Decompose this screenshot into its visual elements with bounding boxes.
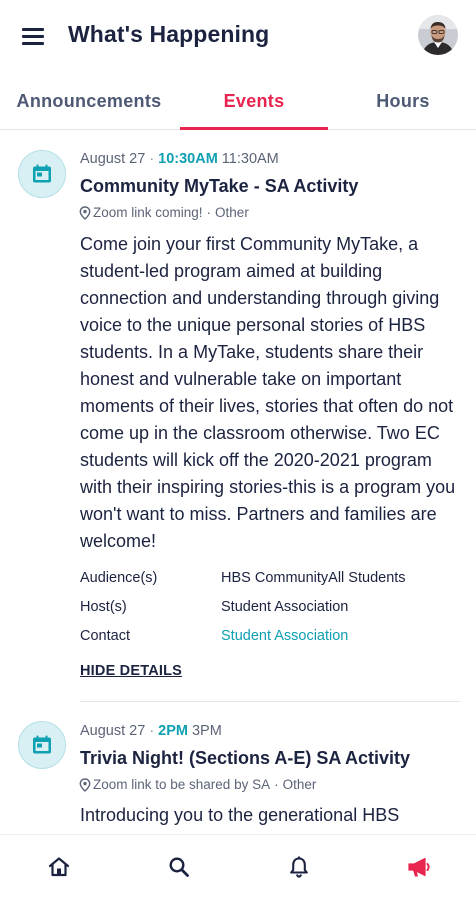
user-avatar[interactable] bbox=[418, 15, 458, 55]
bottom-nav bbox=[0, 834, 476, 900]
location-pin-icon bbox=[79, 206, 91, 220]
event-category: Other bbox=[215, 205, 249, 220]
event-end-time: 11:30AM bbox=[221, 151, 279, 167]
contact-link[interactable]: Student Association bbox=[221, 628, 349, 644]
detail-label: Audience(s) bbox=[80, 570, 158, 586]
megaphone-icon[interactable] bbox=[405, 853, 433, 881]
detail-label: Host(s) bbox=[80, 599, 127, 615]
tab-events[interactable]: Events bbox=[223, 90, 285, 111]
event-time: August 27 · 10:30AM 11:30AM bbox=[80, 151, 279, 167]
app-bar bbox=[0, 0, 476, 72]
active-tab-indicator bbox=[180, 127, 328, 130]
event-title[interactable]: Trivia Night! (Sections A-E) SA Activity bbox=[80, 748, 411, 768]
event-description: Introducing you to the generational HBS bbox=[80, 805, 400, 825]
detail-value: Student Association bbox=[221, 599, 349, 615]
home-icon[interactable] bbox=[45, 853, 73, 881]
event-location: Zoom link to be shared by SA · Other bbox=[79, 777, 316, 792]
tab-bar bbox=[0, 72, 476, 130]
event-location-text: Zoom link coming! bbox=[93, 205, 203, 220]
event-location: Zoom link coming! · Other bbox=[79, 205, 249, 220]
calendar-icon bbox=[18, 150, 66, 198]
event-start-time: 10:30AM bbox=[158, 151, 218, 167]
detail-value: HBS CommunityAll Students bbox=[221, 570, 406, 586]
hamburger-menu-icon[interactable] bbox=[22, 26, 46, 46]
event-category: Other bbox=[282, 777, 317, 792]
calendar-icon bbox=[18, 721, 66, 769]
tab-hours[interactable]: Hours bbox=[376, 90, 430, 111]
location-pin-icon bbox=[79, 778, 91, 792]
page-title: What's Happening bbox=[68, 21, 270, 47]
event-date: August 27 bbox=[80, 723, 146, 739]
divider bbox=[80, 701, 460, 702]
event-title[interactable]: Community MyTake - SA Activity bbox=[80, 176, 359, 196]
event-date: August 27 bbox=[80, 151, 146, 167]
detail-row-audience bbox=[80, 570, 464, 590]
event-end-time: 3PM bbox=[191, 723, 222, 739]
detail-row-host bbox=[80, 599, 464, 619]
event-time: August 27 · 2PM 3PM bbox=[80, 723, 222, 739]
events-feed[interactable] bbox=[0, 131, 476, 834]
event-start-time: 2PM bbox=[158, 723, 188, 739]
hide-details-button[interactable]: HIDE DETAILS bbox=[80, 663, 183, 679]
search-icon[interactable] bbox=[165, 853, 193, 881]
bell-icon[interactable] bbox=[285, 853, 313, 881]
detail-label: Contact bbox=[80, 628, 130, 644]
event-location-text: Zoom link to be shared by SA bbox=[93, 777, 271, 792]
detail-row-contact bbox=[80, 628, 464, 648]
event-description: Come join your first Community MyTake, a student-led program aimed at building connection and understanding through giving voice to the unique personal stories of HBS students. In a MyTake, students share their honest and vulnerable take on important moments of their lives, stories that often do not come up in the classroom otherwise. Two EC students will kick off the 2020-2021 program with their inspiring stories-this is a program you won't want to miss. Partners and families are welcome! bbox=[80, 234, 456, 551]
tab-announcements[interactable]: Announcements bbox=[16, 90, 162, 111]
